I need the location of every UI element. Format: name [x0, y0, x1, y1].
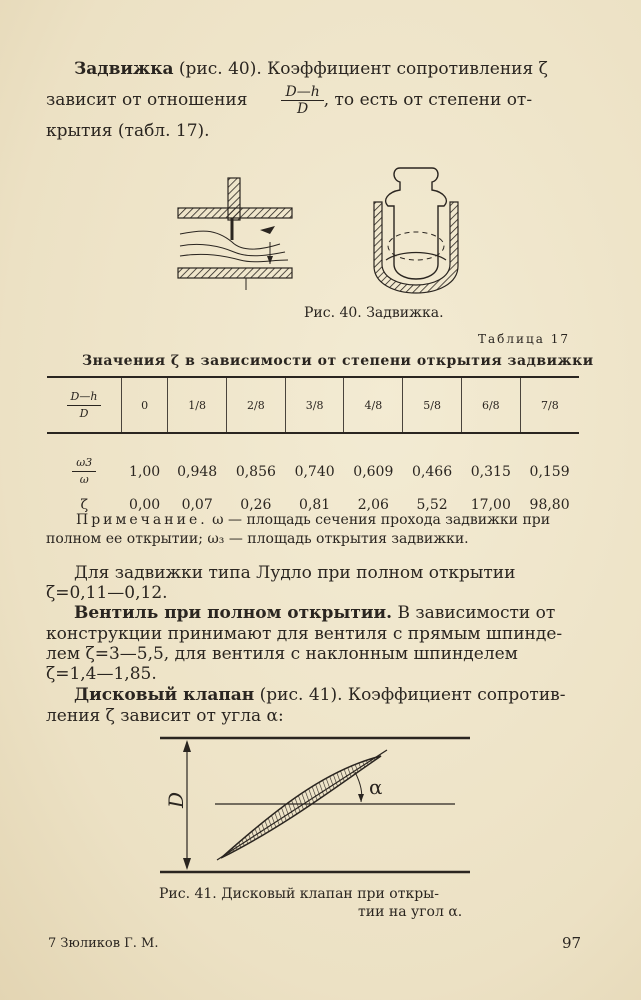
table-header-row [47, 377, 579, 433]
header-cell: 3/8 [285, 377, 344, 433]
note-label: Примечание. [76, 512, 208, 528]
table-cell: 0,609 [353, 463, 394, 480]
table-cell: 0,07 [181, 497, 213, 513]
table-cell: 0,315 [470, 463, 511, 480]
table-cell: 0,740 [294, 463, 335, 480]
valve-heading: Вентиль при полном открытии. [74, 603, 393, 623]
page-number: 97 [562, 934, 582, 952]
header-cell: 5/8 [403, 377, 462, 433]
intro-line-3: крытия (табл. 17). [46, 121, 210, 141]
header-cell: 2/8 [227, 377, 286, 433]
table-cell: 0,948 [177, 463, 218, 480]
header-cell: 7/8 [520, 377, 579, 433]
table-cell: 98,80 [529, 497, 570, 513]
ludlo-line-2: ζ=0,11—0,12. [46, 583, 168, 603]
table-cell: 0,466 [412, 463, 453, 480]
figure-41-caption-2: тии на угол α. [358, 904, 463, 920]
table-label: Таблица 17 [478, 332, 570, 346]
angle-label: α [369, 775, 383, 799]
coefficient-table [47, 376, 579, 521]
table-row-omega-ratio [47, 454, 579, 489]
header-cell: 6/8 [461, 377, 520, 433]
header-ratio: $\frac{D—h}{D}$ [47, 377, 122, 433]
table-title: Значения ζ в зависимости от степени открытия задвижки [82, 353, 594, 369]
table-cell: 0,00 [129, 497, 161, 513]
intro-line-1: Задвижка (рис. 40). Коэффициент сопротивления ζ [74, 59, 548, 79]
table-cell: 0,26 [240, 497, 272, 513]
disc-line-2: ления ζ зависит от угла α: [46, 706, 284, 726]
table-cell: 0,159 [529, 463, 570, 480]
ludlo-line-1: Для задвижки типа Лудло при полном открытии [74, 563, 516, 583]
header-cell: 4/8 [344, 377, 403, 433]
valve-line-2: конструкции принимают для вентиля с прямым шпинде- [46, 624, 563, 644]
intro-line-2: зависит от отношения $\frac{D—h}{D}$ , то есть от степени от- [46, 84, 533, 117]
table-note-line-2: полном ее открытии; ω₃ — площадь открытия задвижки. [46, 531, 469, 547]
disc-heading: Дисковый клапан [74, 685, 255, 705]
figure-41-disc-valve [155, 730, 475, 880]
disc-line-1: Дисковый клапан (рис. 41). Коэффициент сопротив- [74, 685, 566, 705]
intro-heading: Задвижка [74, 59, 174, 79]
table-cell: 0,856 [235, 463, 276, 480]
table-cell: 2,06 [357, 497, 389, 513]
table-cell: 0,81 [299, 497, 331, 513]
figure-40-gate-valve [170, 160, 460, 300]
diameter-label: D [164, 791, 188, 808]
table-cell: 1,00 [129, 463, 161, 480]
table-cell: 17,00 [470, 497, 511, 513]
table-note-line-1: Примечание. ω — площадь сечения прохода задвижки при [76, 512, 551, 528]
valve-line-3: лем ζ=3—5,5, для вентиля с наклонным шпинделем [46, 644, 518, 664]
figure-40-caption: Рис. 40. Задвижка. [304, 305, 444, 321]
header-cell: 1/8 [168, 377, 227, 433]
footer-signature: 7 Зюликов Г. М. [48, 936, 159, 951]
valve-line-1: Вентиль при полном открытии. В зависимости от [74, 603, 556, 623]
row-label-zeta: ζ [80, 497, 89, 513]
ratio-fraction: $\frac{D—h}{D}$ [281, 84, 323, 117]
valve-line-4: ζ=1,4—1,85. [46, 664, 157, 684]
figure-41-caption-1: Рис. 41. Дисковый клапан при откры- [159, 886, 440, 902]
header-cell: 0 [122, 377, 168, 433]
table-cell: 5,52 [416, 497, 448, 513]
row-label-omega: $\frac{\omega 3}{\omega}$ [47, 454, 122, 489]
